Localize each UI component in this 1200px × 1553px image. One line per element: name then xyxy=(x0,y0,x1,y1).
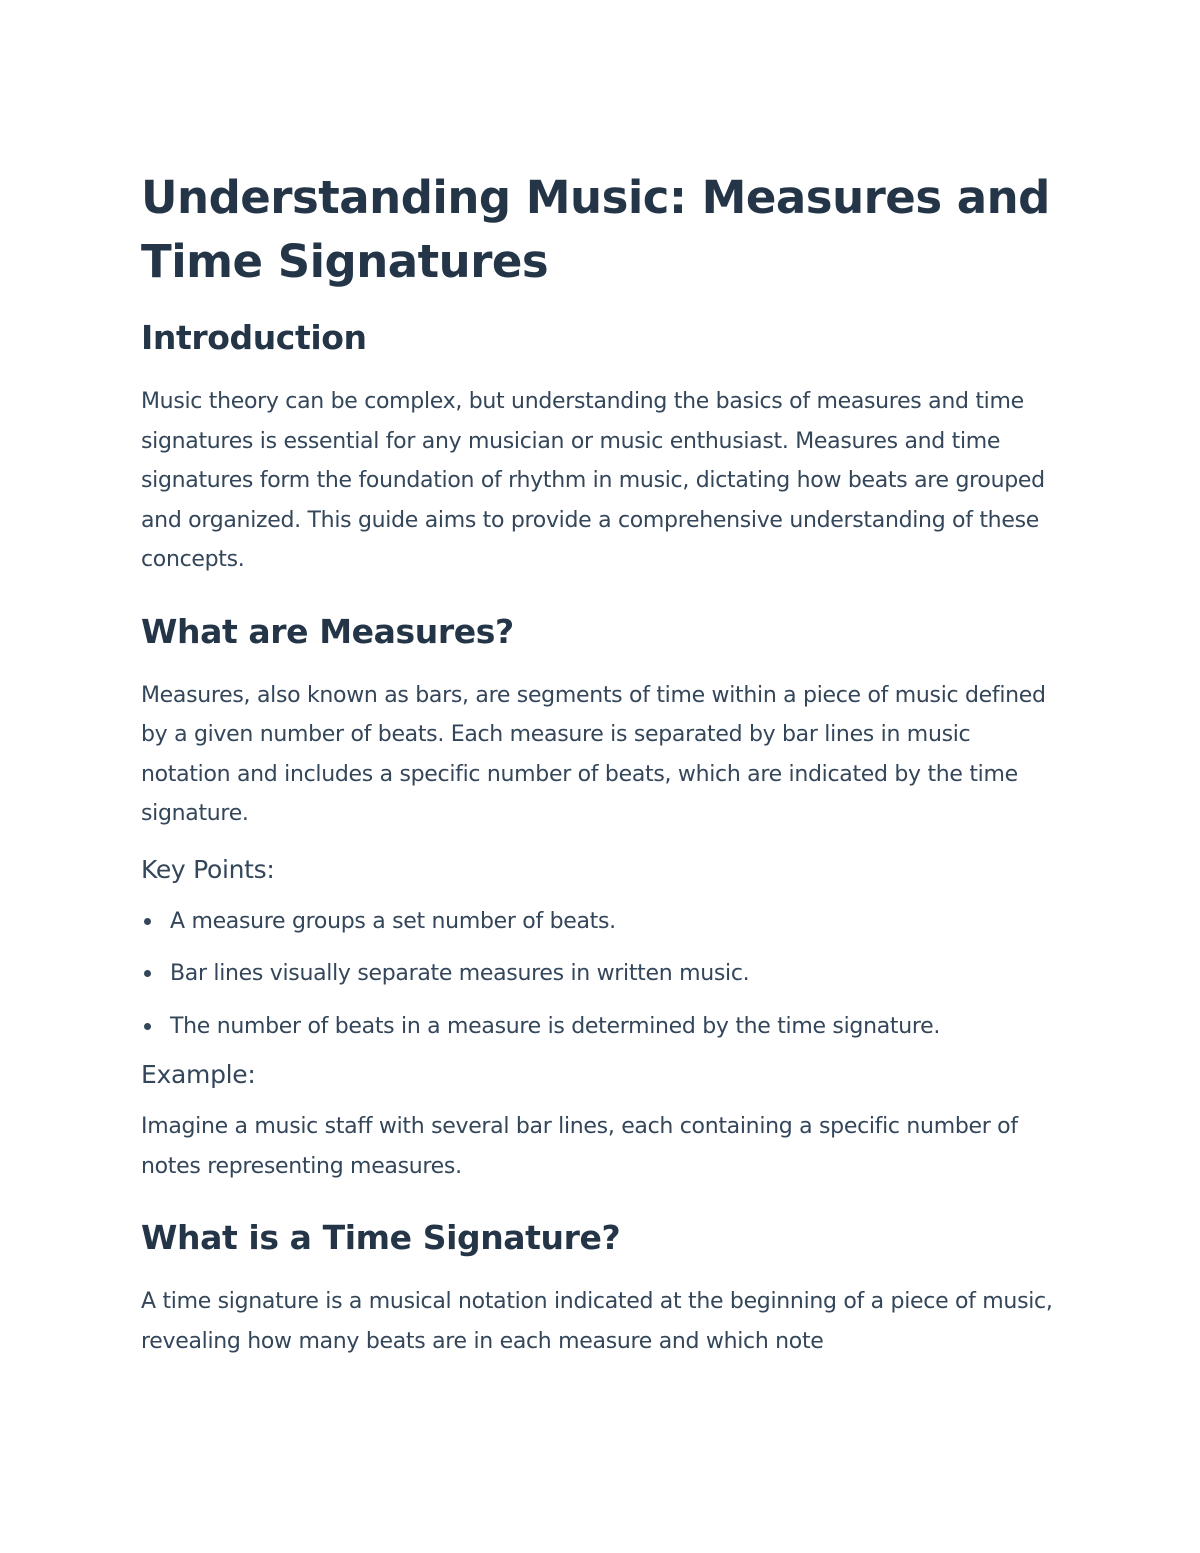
time-signature-paragraph: A time signature is a musical notation indicated at the beginning of a piece of music, revealing how many beats are in each measure and which note xyxy=(141,1289,1053,1354)
example-paragraph: Imagine a music staff with several bar lines, each containing a specific number of notes representing measures. xyxy=(141,1114,1018,1179)
section-heading-introduction: Introduction xyxy=(141,318,367,357)
list-item-text: Bar lines visually separate measures in written music. xyxy=(170,961,750,986)
bullet-icon xyxy=(144,1023,151,1030)
bullet-icon xyxy=(144,918,151,925)
section-heading-time-signature: What is a Time Signature? xyxy=(141,1218,621,1257)
list-item-text: A measure groups a set number of beats. xyxy=(170,908,616,934)
list-item xyxy=(141,902,1066,942)
document-title: Understanding Music: Measures and Time Signatures xyxy=(141,171,1050,288)
list-item xyxy=(141,1007,1066,1047)
document-page xyxy=(141,166,1066,1361)
bullet-icon xyxy=(144,970,151,977)
list-item xyxy=(141,954,1066,994)
measures-paragraph: Measures, also known as bars, are segments of time within a piece of music defined by a given number of beats. Each measure is separated by bar lines in music notation and includes a specific number of beats, which are indicated by the time signature. xyxy=(141,682,1046,826)
key-points-list xyxy=(141,902,1066,1047)
key-points-heading: Key Points: xyxy=(141,854,275,884)
list-item-text: The number of beats in a measure is determined by the time signature. xyxy=(170,1013,941,1039)
section-heading-measures: What are Measures? xyxy=(141,611,514,651)
introduction-paragraph: Music theory can be complex, but understanding the basics of measures and time signatures is essential for any musician or music enthusiast. Measures and time signatures form the foundation of rhythm in music, dictating how beats are grouped and organized. This guide aims to provide a comprehensive understanding of these concepts. xyxy=(141,389,1045,572)
example-heading: Example: xyxy=(141,1060,256,1089)
